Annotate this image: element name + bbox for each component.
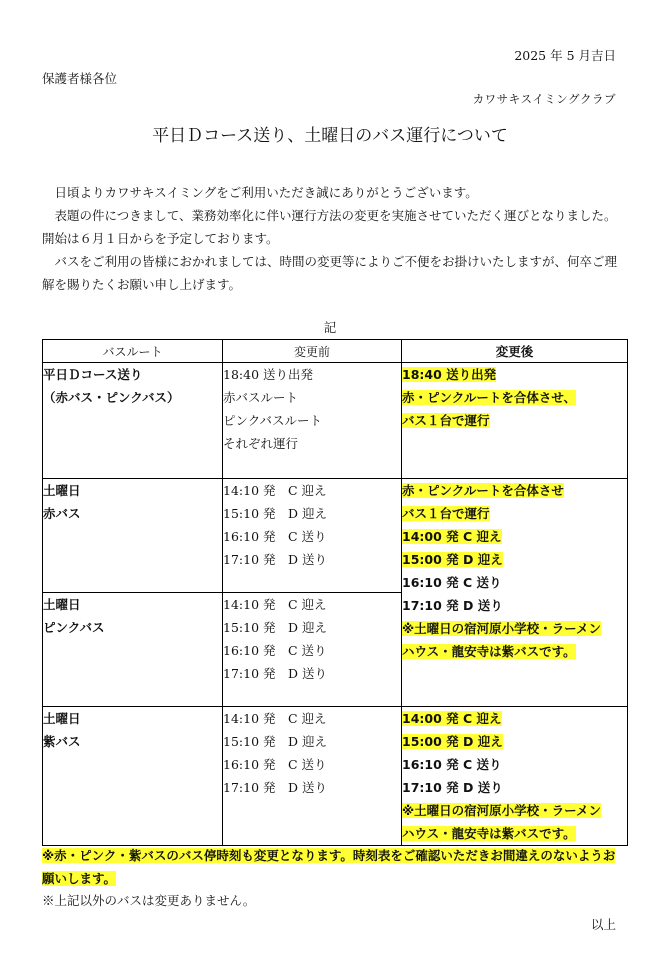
after-line: 14:00 発 C 迎え (402, 529, 502, 544)
after-line: 15:00 発 D 迎え (402, 734, 503, 749)
route-line: （赤バス・ピンクバス） (43, 390, 180, 405)
before-line: 18:40 送り出発 (223, 367, 313, 382)
after-line: バス１台で運行 (402, 506, 490, 521)
body-paragraph: 日頃よりカワサキスイミングをご利用いただき誠にありがとうございます。 (54, 185, 478, 200)
before-line: 15:10 発 D 迎え (223, 734, 327, 749)
route-line: 平日Ｄコース送り (43, 367, 143, 382)
route-line: 赤バス (43, 506, 81, 521)
route-line: ピンクバス (43, 620, 105, 635)
header-after: 変更後 (402, 340, 628, 363)
after-line: 18:40 送り出発 (402, 367, 497, 382)
table-row (43, 479, 628, 593)
before-line: 14:10 発 C 迎え (223, 597, 327, 612)
after-line: 赤・ピンクルートを合体させ、 (402, 390, 577, 405)
addressee: 保護者様各位 (42, 71, 118, 86)
bus-stop-time-note-text: ※赤・ピンク・紫バスのバス停時刻も変更となります。時刻表をご確認いただきお間違えのないようお願いします。 (42, 848, 616, 886)
after-cell (402, 363, 628, 479)
bus-stop-time-note (42, 844, 622, 890)
after-line: 17:10 発 D 送り (402, 598, 503, 613)
sender-name: カワサキスイミングクラブ (472, 92, 616, 106)
document-title: 平日Ｄコース送り、土曜日のバス運行について (152, 126, 508, 146)
after-line: ※土曜日の宿河原小学校・ラーメン (402, 803, 602, 818)
before-line: 赤バスルート (223, 390, 299, 405)
before-line: 17:10 発 D 送り (223, 552, 327, 567)
route-line: 土曜日 (43, 711, 81, 726)
document-date: 2025 年 5 月吉日 (514, 48, 616, 63)
closing-text: 以上 (590, 917, 616, 932)
header-route: バスルート (43, 340, 223, 363)
after-line: 17:10 発 D 送り (402, 780, 503, 795)
after-line: ハウス・龍安寺は紫バスです。 (402, 826, 576, 841)
before-line: ピンクバスルート (223, 413, 323, 428)
after-line: 16:10 発 C 送り (402, 575, 502, 590)
route-cell (43, 363, 223, 479)
route-line: 紫バス (43, 734, 81, 749)
route-cell (43, 593, 223, 707)
route-cell (43, 479, 223, 593)
body-paragraph: 表題の件につきまして、業務効率化に伴い運行方法の変更を実施させていただく運びとなりました。開始は６月１日からを予定しております。 (42, 208, 617, 246)
table-header-row (43, 340, 628, 363)
before-line: 16:10 発 C 送り (223, 643, 327, 658)
after-line: 15:00 発 D 迎え (402, 552, 503, 567)
before-line: 14:10 発 C 迎え (223, 483, 327, 498)
route-line: 土曜日 (43, 483, 81, 498)
before-cell (223, 707, 402, 846)
route-line: 土曜日 (43, 597, 81, 612)
header-before: 変更前 (223, 340, 402, 363)
body-paragraph: バスをご利用の皆様におかれましては、時間の変更等によりご不便をお掛けいたしますが、何卒ご理解を賜りたくお願い申し上げます。 (42, 254, 618, 292)
after-line: 14:00 発 C 迎え (402, 711, 502, 726)
after-line: バス１台で運行 (402, 413, 490, 428)
after-line: ※土曜日の宿河原小学校・ラーメン (402, 621, 602, 636)
before-line: 15:10 発 D 迎え (223, 506, 327, 521)
after-cell (402, 707, 628, 846)
table-row (43, 707, 628, 846)
body-text (42, 181, 618, 296)
before-line: 17:10 発 D 送り (223, 666, 327, 681)
unchanged-bus-note: ※上記以外のバスは変更ありません。 (42, 893, 256, 908)
before-cell (223, 363, 402, 479)
bus-schedule-table (42, 339, 628, 846)
before-line: 17:10 発 D 送り (223, 780, 327, 795)
before-line: それぞれ運行 (223, 436, 299, 451)
route-cell (43, 707, 223, 846)
after-line: ハウス・龍安寺は紫バスです。 (402, 644, 576, 659)
before-cell (223, 593, 402, 707)
before-line: 16:10 発 C 送り (223, 757, 327, 772)
before-line: 14:10 発 C 迎え (223, 711, 327, 726)
before-cell (223, 479, 402, 593)
table-row (43, 363, 628, 479)
after-cell (402, 479, 628, 707)
before-line: 15:10 発 D 迎え (223, 620, 327, 635)
before-line: 16:10 発 C 送り (223, 529, 327, 544)
after-line: 赤・ピンクルートを合体させ (402, 483, 564, 498)
ki-heading: 記 (323, 320, 337, 335)
after-line: 16:10 発 C 送り (402, 757, 502, 772)
